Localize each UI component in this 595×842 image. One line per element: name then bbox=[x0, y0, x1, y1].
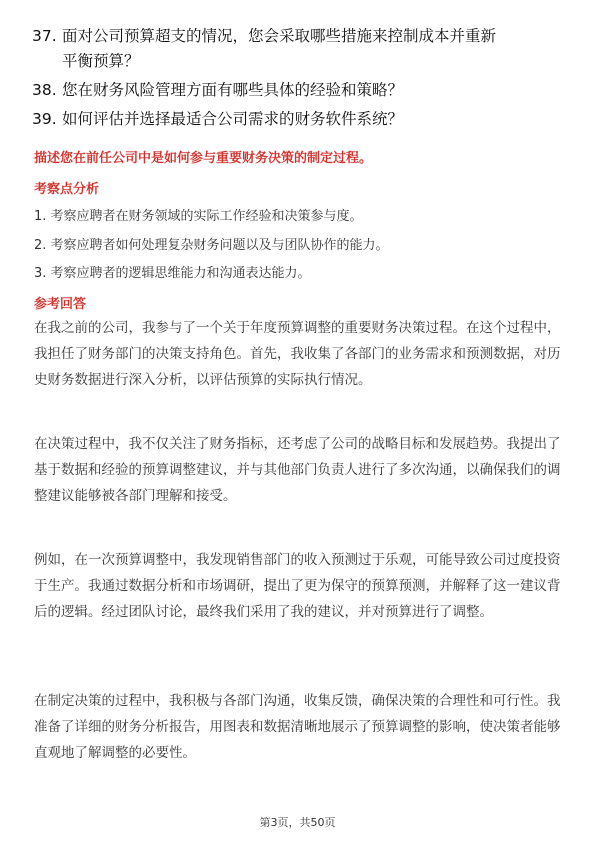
question-text-line2: 平衡预算？ bbox=[62, 52, 140, 70]
page-footer: 第3页，共50页 bbox=[259, 816, 336, 829]
interview-prompt: 描述您在前任公司中是如何参与重要财务决策的制定过程。 bbox=[34, 151, 373, 166]
question-39 bbox=[32, 107, 562, 132]
question-number: 39. bbox=[32, 110, 57, 128]
answer-heading: 参考回答 bbox=[34, 297, 87, 312]
question-text: 如何评估并选择最适合公司需求的财务软件系统？ bbox=[62, 110, 404, 128]
answer-paragraph: 在我之前的公司，我参与了一个关于年度预算调整的重要财务决策过程。在这个过程中，我担任了财务部门的决策支持角色。首先，我收集了各部门的业务需求和预测数据，对历史财务数据进行深入分析，以评估预算的实际执行情况。 bbox=[34, 320, 561, 388]
analysis-item: 3. 考察应聘者的逻辑思维能力和沟通表达能力。 bbox=[34, 266, 311, 281]
analysis-item: 1. 考察应聘者在财务领域的实际工作经验和决策参与度。 bbox=[34, 209, 363, 224]
question-37 bbox=[32, 24, 562, 74]
answer-paragraph: 例如，在一次预算调整中，我发现销售部门的收入预测过于乐观，可能导致公司过度投资于生产。我通过数据分析和市场调研，提出了更为保守的预算预测，并解释了这一建议背后的逻辑。经过团队讨论，最终我们采用了我的建议，并对预算进行了调整。 bbox=[34, 552, 561, 620]
analysis-heading: 考察点分析 bbox=[34, 182, 100, 197]
question-number: 37. bbox=[32, 27, 57, 45]
answer-paragraph: 在制定决策的过程中，我积极与各部门沟通，收集反馈，确保决策的合理性和可行性。我准备了详细的财务分析报告，用图表和数据清晰地展示了预算调整的影响，使决策者能够直观地了解调整的必要性。 bbox=[34, 693, 561, 761]
question-number: 38. bbox=[32, 81, 57, 99]
answer-paragraph: 在决策过程中，我不仅关注了财务指标，还考虑了公司的战略目标和发展趋势。我提出了基于数据和经验的预算调整建议，并与其他部门负责人进行了多次沟通，以确保我们的调整建议能够被各部门理解和接受。 bbox=[34, 436, 561, 504]
question-38 bbox=[32, 78, 562, 103]
question-text: 您在财务风险管理方面有哪些具体的经验和策略？ bbox=[62, 81, 404, 99]
analysis-item: 2. 考察应聘者如何处理复杂财务问题以及与团队协作的能力。 bbox=[34, 238, 389, 253]
question-text-line1: 面对公司预算超支的情况，您会采取哪些措施来控制成本并重新 bbox=[62, 27, 497, 45]
